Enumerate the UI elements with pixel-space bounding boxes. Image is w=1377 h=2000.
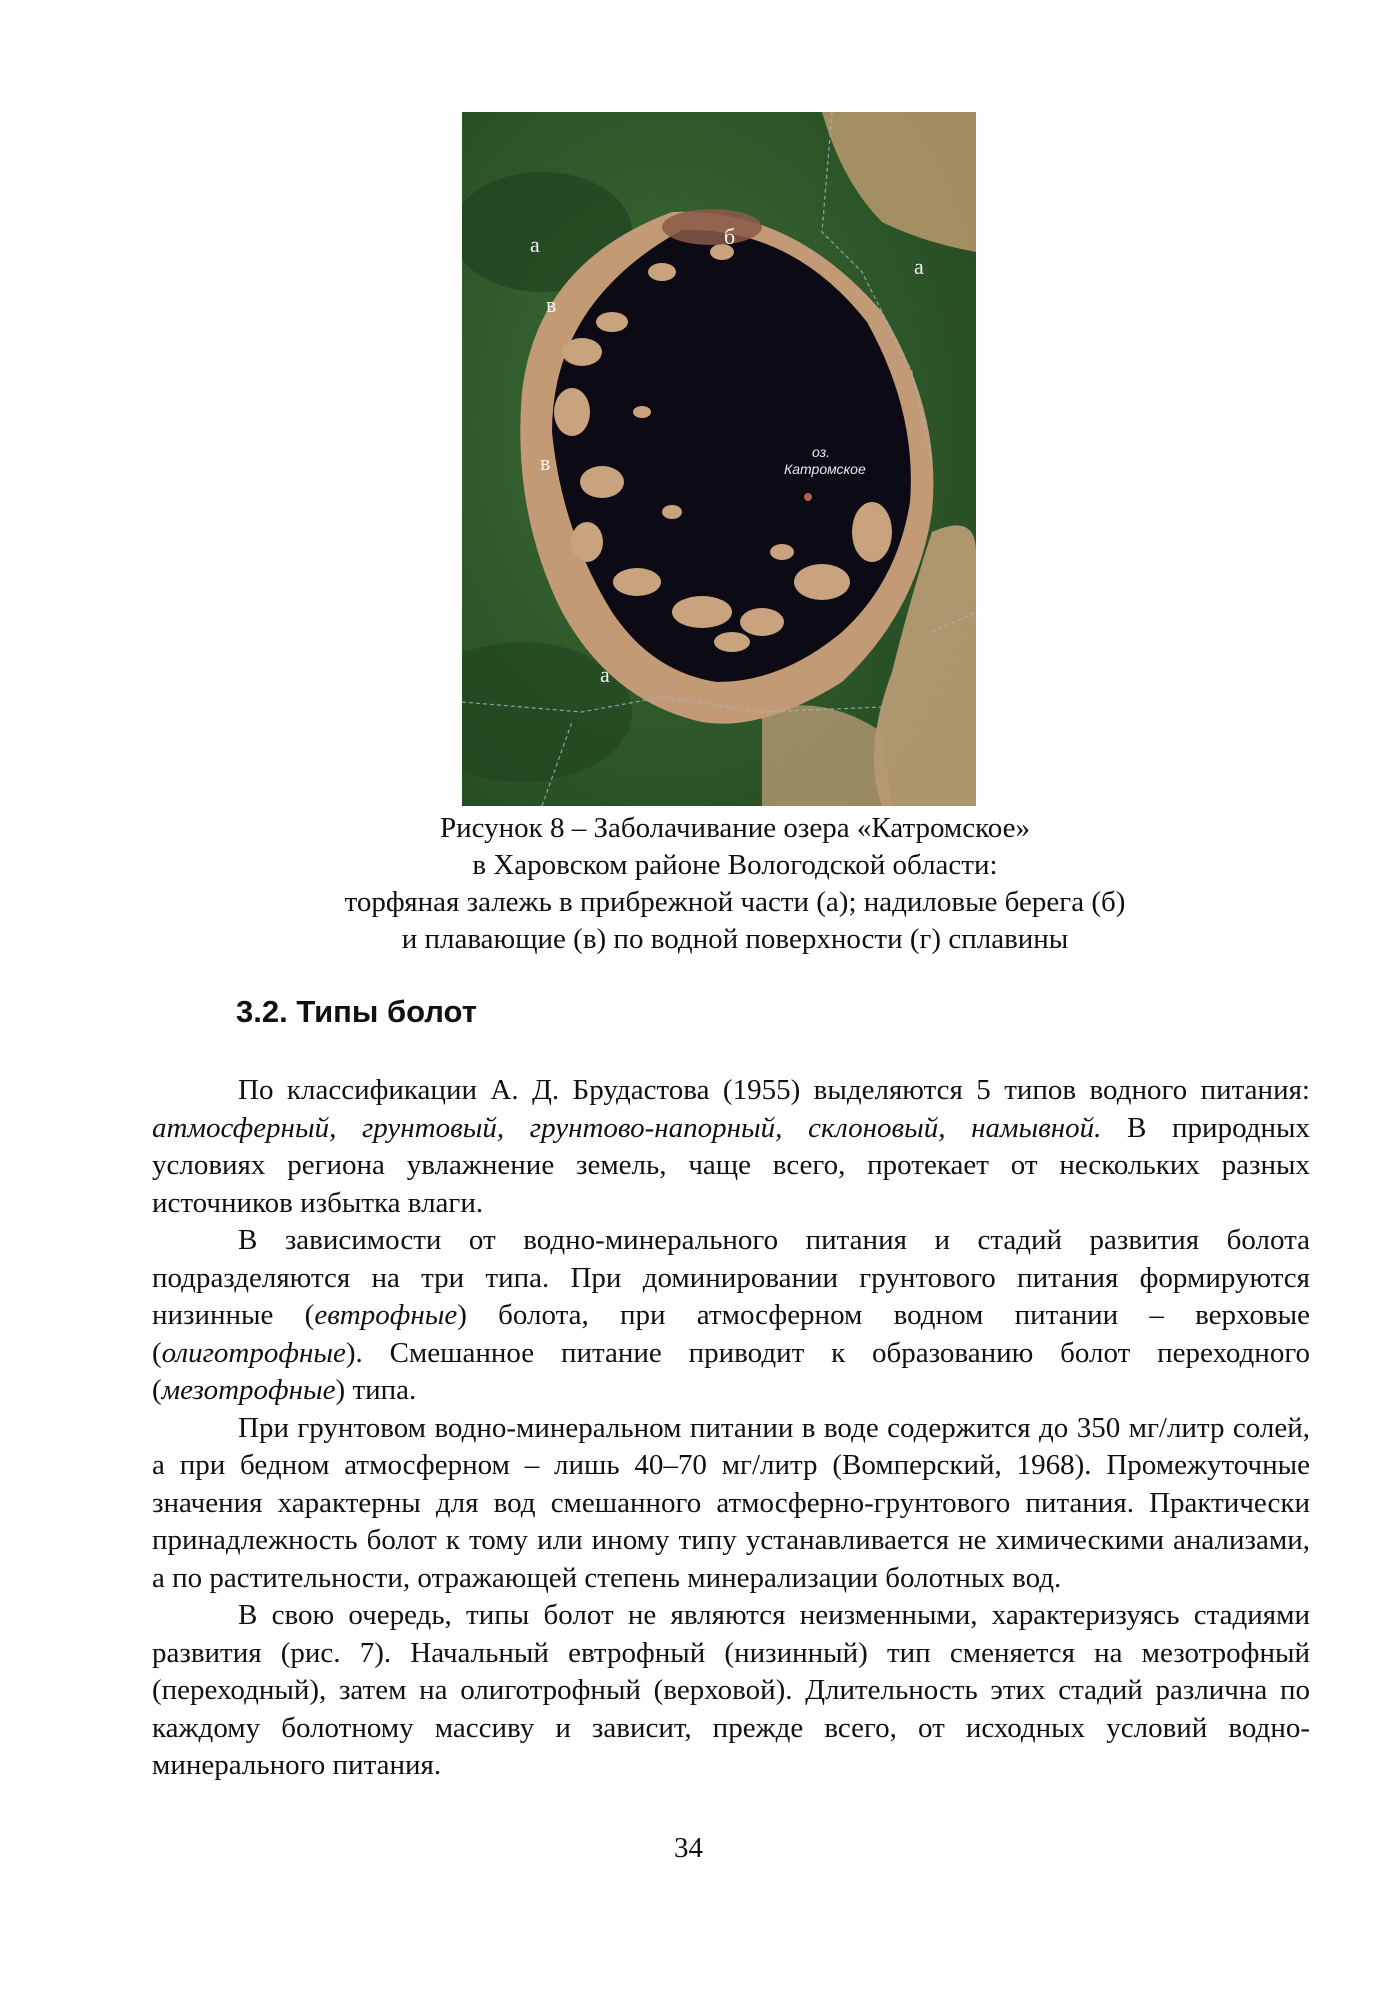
- lake-label-prefix: оз.: [812, 444, 831, 460]
- italic-term: олиготрофные: [161, 1336, 346, 1369]
- paragraph: [152, 1072, 1310, 1222]
- italic-term: евтрофные: [314, 1299, 458, 1331]
- map-label-a: а: [530, 232, 540, 257]
- map-label-a: а: [600, 662, 610, 687]
- body-text: [152, 1072, 1310, 1785]
- caption-line: и плавающие (в) по водной поверхности (г) сплавины: [401, 923, 1069, 955]
- caption-line: торфяная залежь в прибрежной части (а); надиловые берега (б): [344, 886, 1126, 918]
- map-label-a: а: [914, 254, 924, 279]
- caption-line: в Харовском районе Вологодской области:: [472, 849, 998, 881]
- section-heading: 3.2. Типы болот: [236, 994, 477, 1029]
- paragraph-text: ). Смешанное питание приводит к образованию болот переходного (: [152, 1336, 1310, 1406]
- lake-satellite-image: [462, 112, 976, 806]
- map-label-v: в: [546, 292, 557, 317]
- lake-marker: [804, 493, 812, 501]
- italic-term: атмосферный, грунтовый, грунтово-напорный, склоновый, намывной.: [152, 1111, 1102, 1144]
- italic-term: мезотрофные: [161, 1374, 336, 1406]
- paragraph: В свою очередь, типы болот не являются неизменными, характеризуясь стадиями развития (рис. 7). Начальный евтрофный (низинный) тип сменяется на мезотрофный (переходный), затем на олиготрофный (верховой). Длительность этих стадий различна по каждому болотному массиву и зависит, прежде всего, от исходных условий водно-минерального питания.: [152, 1599, 1310, 1781]
- paragraph-text: В природных условиях региона увлажнение земель, чаще всего, протекает от нескольких разных источников избытка влаги.: [152, 1111, 1310, 1219]
- lake-map: [462, 112, 976, 806]
- caption-line: Рисунок 8 – Заболачивание озера «Катромское»: [440, 812, 1030, 844]
- figure-caption: [150, 810, 1320, 958]
- paragraph-text: По классификации А. Д. Брудастова (1955) выделяются 5 типов водного питания:: [238, 1074, 1310, 1106]
- paragraph: При грунтовом водно-минеральном питании в воде содержится до 350 мг/литр солей, а при бедном атмосферном – лишь 40–70 мг/литр (Вомперский, 1968). Промежуточные значения характерны для вод смешанного атмосферно-грунтового питания. Практически принадлежность болот к тому или иному типу устанавливается не химическими анализами, а по растительности, отражающей степень минерализации болотных вод.: [152, 1411, 1310, 1594]
- map-label-v: в: [540, 450, 551, 475]
- lake-label-name: Катромское: [784, 461, 866, 477]
- paragraph: [152, 1222, 1310, 1410]
- paragraph-text: ) болота, при атмосферном водном питании – верховые (: [152, 1299, 1310, 1369]
- page-number: 34: [674, 1832, 703, 1864]
- silt-shore: [662, 209, 762, 245]
- paragraph-text: В зависимости от водно-минерального питания и стадий развития болота подразделяются на три типа. При доминировании грунтового питания формируются низинные (: [152, 1224, 1310, 1331]
- paragraph-text: ) типа.: [335, 1374, 417, 1406]
- map-label-b: б: [724, 224, 736, 249]
